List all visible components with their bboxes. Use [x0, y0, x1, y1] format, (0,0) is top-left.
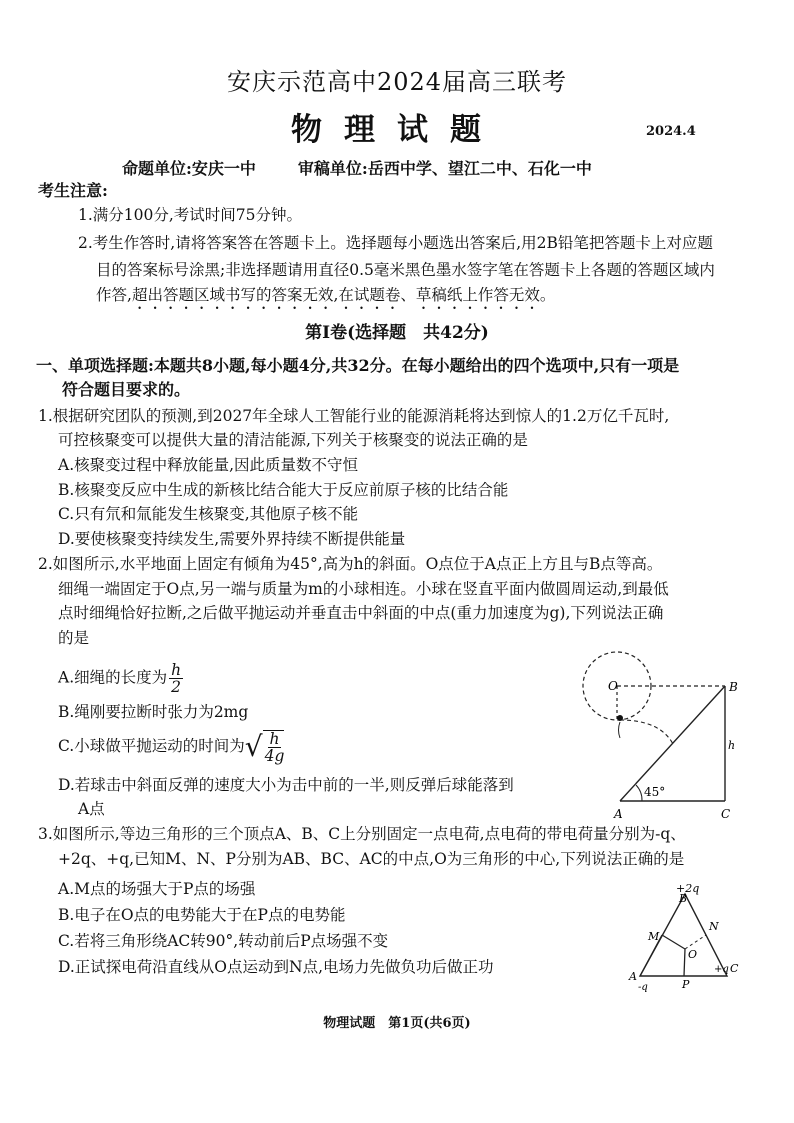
label-m: M	[648, 930, 660, 943]
m-o-line	[662, 935, 685, 949]
school-title: 安庆示范高中2024届高三联考	[226, 68, 568, 96]
q2-stem-2: 细绳一端固定于O点,另一端与质量为m的小球相连。小球在竖直平面内做圆周运动,到最低	[58, 580, 669, 598]
notice-text: 作答,	[96, 286, 132, 304]
page-footer: 物理试题 第1页(共6页)	[323, 1016, 471, 1031]
setter-label: 命题单位:安庆一中	[122, 159, 256, 178]
label-b-charge: +2q	[676, 882, 700, 895]
q2-option-d-line-1: D.若球击中斜面反弹的速度大小为击中前的一半,则反弹后球能落到	[58, 776, 514, 794]
q3-stem-2: +2q、+q,已知M、N、P分别为AB、BC、AC的中点,O为三角形的中心,下列说法正确的是	[58, 850, 685, 868]
q3-stem-1: 3.如图所示,等边三角形的三个顶点A、B、C上分别固定一点电荷,点电荷的带电荷量分别为-q、	[38, 825, 686, 843]
q2-stem-3: 点时细绳恰好拉断,之后做平抛运动并垂直击中斜面的中点(重力加速度为g),下列说法正确	[58, 604, 664, 622]
label-b: B	[729, 680, 738, 694]
label-angle: 45°	[644, 785, 666, 799]
fraction-denominator: 2	[171, 678, 182, 696]
notice-item-2-line-2: 目的答案标号涂黑;非选择题请用直径0.5毫米黑色墨水签字笔在答题卡上各题的答题区域内	[96, 261, 715, 279]
label-o: O	[688, 948, 698, 961]
radical-icon: √	[244, 730, 263, 763]
q3-option-a: A.M点的场强大于P点的场强	[58, 880, 256, 898]
o-n-line	[685, 935, 706, 949]
q3-option-d: D.正试探电荷沿直线从O点运动到N点,电场力先做负功后做正功	[58, 958, 494, 976]
label-o: O	[608, 679, 618, 693]
part1-instructions	[36, 354, 679, 402]
notice-emphasis: 超出答题区域书写的答案无效,在试题卷、草稿纸上作答无效	[131, 286, 540, 304]
q2-option-a-text: A.细绳的长度为	[58, 668, 168, 687]
section-title: 第Ⅰ卷(选择题 共42分)	[305, 323, 489, 343]
exam-date: 2024.4	[646, 124, 696, 139]
notice-item-1: 1.满分100分,考试时间75分钟。	[78, 206, 303, 224]
label-a: A	[629, 970, 637, 983]
angle-arc	[636, 785, 642, 801]
q3-option-b: B.电子在O点的电势能大于在P点的电势能	[58, 906, 346, 924]
q2-option-a-fraction	[169, 662, 183, 695]
part1-line-1: 一、单项选择题:本题共8小题,每小题4分,共32分。在每小题给出的四个选项中,只有一项是	[36, 356, 680, 375]
notice-item-2-line-1: 2.考生作答时,请将答案答在答题卡上。选择题每小题选出答案后,用2B铅笔把答题卡上对应题	[78, 234, 713, 252]
q1-option-b: B.核聚变反应中生成的新核比结合能大于反应前原子核的比结合能	[58, 481, 509, 499]
subject-title: 物理试题	[291, 112, 503, 148]
q3-option-c: C.若将三角形绕AC转90°,转动前后P点场强不变	[58, 932, 389, 950]
label-c: C	[721, 807, 731, 821]
label-c: C	[730, 962, 739, 975]
label-b: B	[679, 892, 688, 905]
q2-stem-4: 的是	[58, 629, 90, 647]
label-a-charge: -q	[638, 982, 648, 993]
fraction-numerator: h	[171, 661, 182, 679]
q2-figure-incline	[580, 648, 750, 828]
fraction-numerator: h	[269, 730, 280, 748]
broken-rope-icon	[619, 722, 621, 738]
reviewer-label: 审稿单位:岳西中学、望江二中、石化一中	[297, 159, 592, 178]
q2-stem-1: 2.如图所示,水平地面上固定有倾角为45°,高为h的斜面。O点位于A点正上方且与B点等高。	[38, 555, 663, 573]
label-a: A	[614, 807, 623, 821]
notice-text-end: 。	[539, 286, 556, 304]
projectile-path	[620, 720, 673, 744]
fraction-denominator: 4g	[264, 747, 285, 765]
sqrt-symbol	[245, 730, 285, 764]
incline-line	[620, 686, 725, 801]
q2-option-a	[58, 662, 183, 695]
label-h: h	[728, 739, 736, 752]
notice-title: 考生注意:	[38, 181, 108, 200]
label-c-charge: +q	[714, 964, 729, 975]
q2-option-c-fraction	[265, 731, 285, 764]
notice-item-2-line-3	[96, 283, 555, 313]
o-p-line	[684, 949, 685, 976]
q2-option-d-line-2: A点	[78, 800, 105, 818]
q1-stem-1: 1.根据研究团队的预测,到2027年全球人工智能行业的能源消耗将达到惊人的1.2万亿千瓦时,	[38, 407, 670, 425]
q1-option-d: D.要使核聚变持续发生,需要外界持续不断提供能量	[58, 530, 406, 548]
setter-units	[122, 156, 592, 179]
label-n: N	[709, 920, 719, 933]
q2-option-b: B.绳刚要拉断时张力为2mg	[58, 703, 249, 721]
q3-figure-triangle	[620, 872, 750, 997]
part1-line-2: 符合题目要求的。	[62, 380, 191, 399]
q1-option-c: C.只有氘和氚能发生核聚变,其他原子核不能	[58, 505, 359, 523]
q1-option-a: A.核聚变过程中释放能量,因此质量数不守恒	[58, 456, 359, 474]
q2-option-c-text: C.小球做平抛运动的时间为	[58, 737, 245, 755]
ball-icon	[617, 715, 623, 721]
q1-stem-2: 可控核聚变可以提供大量的清洁能源,下列关于核聚变的说法正确的是	[58, 431, 528, 449]
q2-option-c	[58, 730, 284, 764]
label-p: P	[682, 978, 690, 991]
